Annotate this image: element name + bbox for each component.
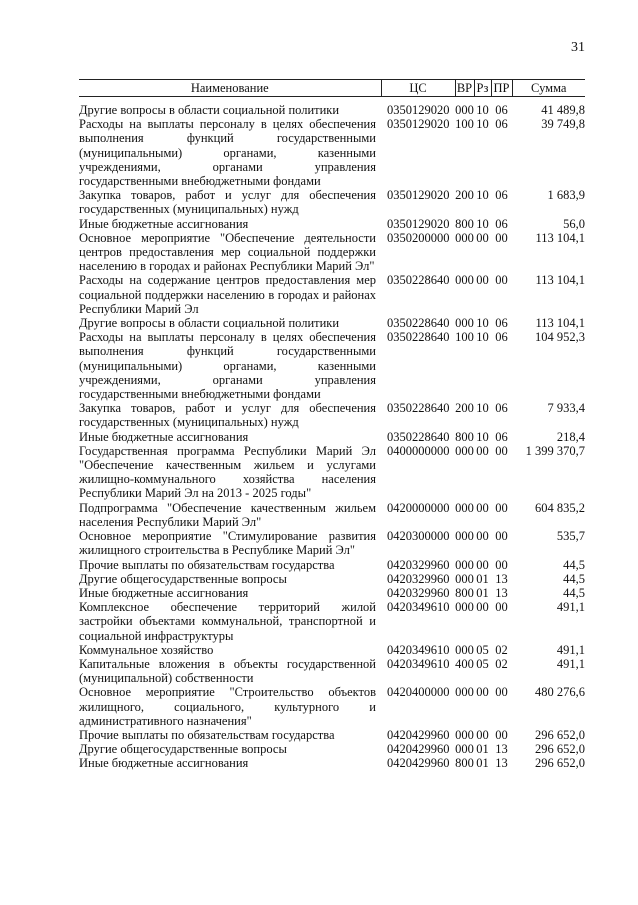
- cell-sum: 113 104,1: [535, 316, 585, 331]
- page-number: 31: [571, 40, 585, 55]
- cell-cs: 0420400000: [387, 685, 450, 700]
- cell-vr: 000: [455, 642, 474, 657]
- cell-pr: 00: [495, 727, 508, 742]
- cell-vr: 000: [455, 273, 474, 288]
- cell-pr: 02: [495, 642, 508, 657]
- table-row: [79, 430, 585, 444]
- table-row: [79, 685, 585, 728]
- cell-pr: 00: [495, 685, 508, 700]
- cell-vr: 800: [455, 585, 474, 600]
- cell-cs: 0420349610: [387, 642, 450, 657]
- cell-cs: 0420429960: [387, 756, 450, 771]
- cell-pr: 00: [495, 557, 508, 572]
- cell-sum: 218,4: [556, 429, 585, 444]
- cell-name: Расходы на выплаты персоналу в целях обеспечения выполнения функций государственными (муниципальными) органами, казенными учреждениями, органами управления государственными внебюджетными фондами: [79, 117, 376, 189]
- cell-cs: 0350228640: [387, 429, 450, 444]
- cell-cs: 0420349610: [387, 656, 450, 671]
- cell-rz: 10: [476, 330, 489, 345]
- cell-cs: 0420429960: [387, 742, 450, 757]
- cell-pr: 06: [495, 330, 508, 345]
- cell-name: Государственная программа Республики Марий Эл "Обеспечение качественным жильем и услугами жилищно-коммунального хозяйства населения Республики Марий Эл на 2013 - 2025 годы": [79, 443, 376, 501]
- cell-pr: 06: [495, 216, 508, 231]
- table-row: [79, 728, 585, 742]
- cell-vr: 800: [455, 216, 474, 231]
- cell-sum: 1 399 370,7: [525, 443, 585, 458]
- cell-name: Прочие выплаты по обязательствам государства: [79, 727, 335, 742]
- cell-rz: 10: [476, 103, 489, 117]
- cell-pr: 00: [495, 500, 508, 515]
- budget-table: [79, 79, 585, 771]
- table-row: [79, 103, 585, 117]
- table-body: [79, 97, 585, 771]
- cell-rz: 10: [476, 117, 489, 132]
- cell-name: Капитальные вложения в объекты государственной (муниципальной) собственности: [79, 656, 376, 686]
- table-row: [79, 330, 585, 401]
- cell-pr: 13: [495, 742, 508, 757]
- cell-sum: 535,7: [556, 529, 585, 544]
- cell-pr: 13: [495, 585, 508, 600]
- cell-name: Другие общегосударственные вопросы: [79, 571, 287, 586]
- cell-rz: 10: [476, 216, 489, 231]
- cell-rz: 10: [476, 429, 489, 444]
- cell-cs: 0420300000: [387, 529, 450, 544]
- cell-pr: 13: [495, 571, 508, 586]
- cell-pr: 06: [495, 401, 508, 416]
- cell-rz: 00: [476, 529, 489, 544]
- cell-cs: 0350129020: [387, 216, 450, 231]
- cell-vr: 800: [455, 429, 474, 444]
- cell-name: Комплексное обеспечение территорий жилой застройки объектами коммунальной, транспортной и социальной инфраструктуры: [79, 600, 376, 643]
- cell-sum: 7 933,4: [547, 401, 585, 416]
- cell-cs: 0350129020: [387, 103, 450, 117]
- cell-cs: 0350228640: [387, 273, 450, 288]
- cell-name: Иные бюджетные ассигнования: [79, 585, 249, 600]
- cell-sum: 44,5: [563, 571, 585, 586]
- cell-name: Основное мероприятие "Строительство объектов жилищного, социального, культурного и административного назначения": [79, 685, 376, 728]
- cell-vr: 000: [455, 316, 474, 331]
- cell-cs: 0350228640: [387, 401, 450, 416]
- cell-cs: 0420329960: [387, 571, 450, 586]
- cell-sum: 113 104,1: [535, 230, 585, 245]
- cell-pr: 00: [495, 230, 508, 245]
- table-row: [79, 558, 585, 572]
- cell-name: Основное мероприятие "Стимулирование развития жилищного строительства в Республике Марий Эл": [79, 529, 376, 558]
- cell-sum: 491,1: [556, 600, 585, 615]
- cell-pr: 06: [495, 429, 508, 444]
- cell-vr: 400: [455, 656, 474, 671]
- cell-rz: 00: [476, 500, 489, 515]
- cell-pr: 00: [495, 443, 508, 458]
- cell-vr: 000: [455, 685, 474, 700]
- cell-name: Прочие выплаты по обязательствам государства: [79, 557, 335, 572]
- cell-vr: 800: [455, 756, 474, 771]
- cell-sum: 296 652,0: [535, 742, 585, 757]
- cell-name: Расходы на выплаты персоналу в целях обеспечения выполнения функций государственными (муниципальными) органами, казенными учреждениями, органами управления государственными внебюджетными фондами: [79, 330, 376, 402]
- cell-rz: 10: [476, 316, 489, 331]
- table-row: [79, 643, 585, 657]
- cell-pr: 00: [495, 273, 508, 288]
- cell-rz: 01: [476, 571, 489, 586]
- table-header: [79, 80, 585, 97]
- cell-pr: 13: [495, 756, 508, 771]
- header-sum: Сумма: [512, 80, 585, 97]
- cell-name: Основное мероприятие "Обеспечение деятельности центров предоставления мер социальной поддержки населению в городах и районах Республики Марий Эл": [79, 230, 376, 274]
- cell-rz: 00: [476, 600, 489, 615]
- header-rz: Рз: [474, 80, 491, 97]
- cell-vr: 100: [455, 330, 474, 345]
- cell-rz: 01: [476, 585, 489, 600]
- cell-rz: 05: [476, 656, 489, 671]
- cell-vr: 000: [455, 600, 474, 615]
- table-row: [79, 742, 585, 756]
- cell-name: Коммунальное хозяйство: [79, 642, 214, 657]
- table-row: [79, 572, 585, 586]
- cell-vr: 200: [455, 188, 474, 203]
- cell-sum: 296 652,0: [535, 727, 585, 742]
- table-row: [79, 401, 585, 429]
- cell-pr: 02: [495, 656, 508, 671]
- cell-sum: 44,5: [563, 585, 585, 600]
- cell-cs: 0420349610: [387, 600, 450, 615]
- cell-pr: 06: [495, 117, 508, 132]
- cell-sum: 491,1: [556, 642, 585, 657]
- table-row: [79, 444, 585, 501]
- cell-cs: 0420429960: [387, 727, 450, 742]
- cell-sum: 480 276,6: [535, 685, 585, 700]
- cell-rz: 05: [476, 642, 489, 657]
- cell-vr: 000: [455, 500, 474, 515]
- table-row: [79, 231, 585, 274]
- header-pr: ПР: [491, 80, 512, 97]
- cell-name: Другие вопросы в области социальной политики: [79, 103, 340, 117]
- cell-name: Другие общегосударственные вопросы: [79, 742, 287, 757]
- cell-vr: 200: [455, 401, 474, 416]
- table-row: [79, 316, 585, 330]
- header-cs: ЦС: [381, 80, 455, 97]
- cell-pr: 06: [495, 316, 508, 331]
- cell-sum: 44,5: [563, 557, 585, 572]
- table-row: [79, 657, 585, 685]
- cell-rz: 01: [476, 756, 489, 771]
- cell-rz: 01: [476, 742, 489, 757]
- cell-sum: 104 952,3: [535, 330, 585, 345]
- cell-cs: 0350200000: [387, 230, 450, 245]
- cell-sum: 113 104,1: [535, 273, 585, 288]
- table-row: [79, 756, 585, 770]
- cell-sum: 56,0: [563, 216, 585, 231]
- cell-vr: 000: [455, 529, 474, 544]
- cell-name: Другие вопросы в области социальной политики: [79, 316, 340, 331]
- cell-name: Закупка товаров, работ и услуг для обеспечения государственных (муниципальных) нужд: [79, 188, 376, 217]
- cell-name: Иные бюджетные ассигнования: [79, 756, 249, 771]
- cell-cs: 0350228640: [387, 330, 450, 345]
- table-row: [79, 273, 585, 316]
- cell-rz: 00: [476, 443, 489, 458]
- header-vr: ВР: [456, 80, 473, 95]
- table-row: [79, 529, 585, 557]
- cell-cs: 0350228640: [387, 316, 450, 331]
- cell-pr: 06: [495, 103, 508, 117]
- header-name: Наименование: [79, 80, 381, 97]
- cell-vr: 000: [455, 742, 474, 757]
- cell-pr: 06: [495, 188, 508, 203]
- cell-vr: 000: [455, 443, 474, 458]
- cell-cs: 0420329960: [387, 557, 450, 572]
- cell-name: Иные бюджетные ассигнования: [79, 216, 249, 231]
- cell-cs: 0350129020: [387, 117, 450, 132]
- table-row: [79, 501, 585, 529]
- cell-vr: 000: [455, 230, 474, 245]
- cell-sum: 491,1: [556, 656, 585, 671]
- cell-name: Иные бюджетные ассигнования: [79, 429, 249, 444]
- table-row: [79, 188, 585, 216]
- cell-sum: 604 835,2: [535, 500, 585, 515]
- cell-sum: 39 749,8: [541, 117, 585, 132]
- cell-rz: 00: [476, 557, 489, 572]
- cell-sum: 1 683,9: [547, 188, 585, 203]
- table-row: [79, 600, 585, 643]
- table-row: [79, 586, 585, 600]
- table-row: [79, 117, 585, 188]
- cell-name: Расходы на содержание центров предоставления мер социальной поддержки населению в городах и районах Республики Марий Эл: [79, 273, 376, 316]
- cell-cs: 0420329960: [387, 585, 450, 600]
- cell-vr: 000: [455, 571, 474, 586]
- table-row: [79, 217, 585, 231]
- cell-rz: 00: [476, 685, 489, 700]
- cell-vr: 000: [455, 103, 474, 117]
- cell-rz: 00: [476, 230, 489, 245]
- cell-cs: 0350129020: [387, 188, 450, 203]
- cell-rz: 10: [476, 401, 489, 416]
- cell-sum: 296 652,0: [535, 756, 585, 771]
- cell-vr: 100: [455, 117, 474, 132]
- cell-name: Подпрограмма "Обеспечение качественным жильем населения Республики Марий Эл": [79, 500, 376, 529]
- cell-vr: 000: [455, 727, 474, 742]
- cell-rz: 00: [476, 727, 489, 742]
- cell-name: Закупка товаров, работ и услуг для обеспечения государственных (муниципальных) нужд: [79, 401, 376, 430]
- cell-rz: 10: [476, 188, 489, 203]
- cell-cs: 0400000000: [387, 443, 450, 458]
- cell-vr: 000: [455, 557, 474, 572]
- cell-cs: 0420000000: [387, 500, 450, 515]
- cell-sum: 41 489,8: [541, 103, 585, 117]
- cell-rz: 00: [476, 273, 489, 288]
- cell-pr: 00: [495, 529, 508, 544]
- cell-pr: 00: [495, 600, 508, 615]
